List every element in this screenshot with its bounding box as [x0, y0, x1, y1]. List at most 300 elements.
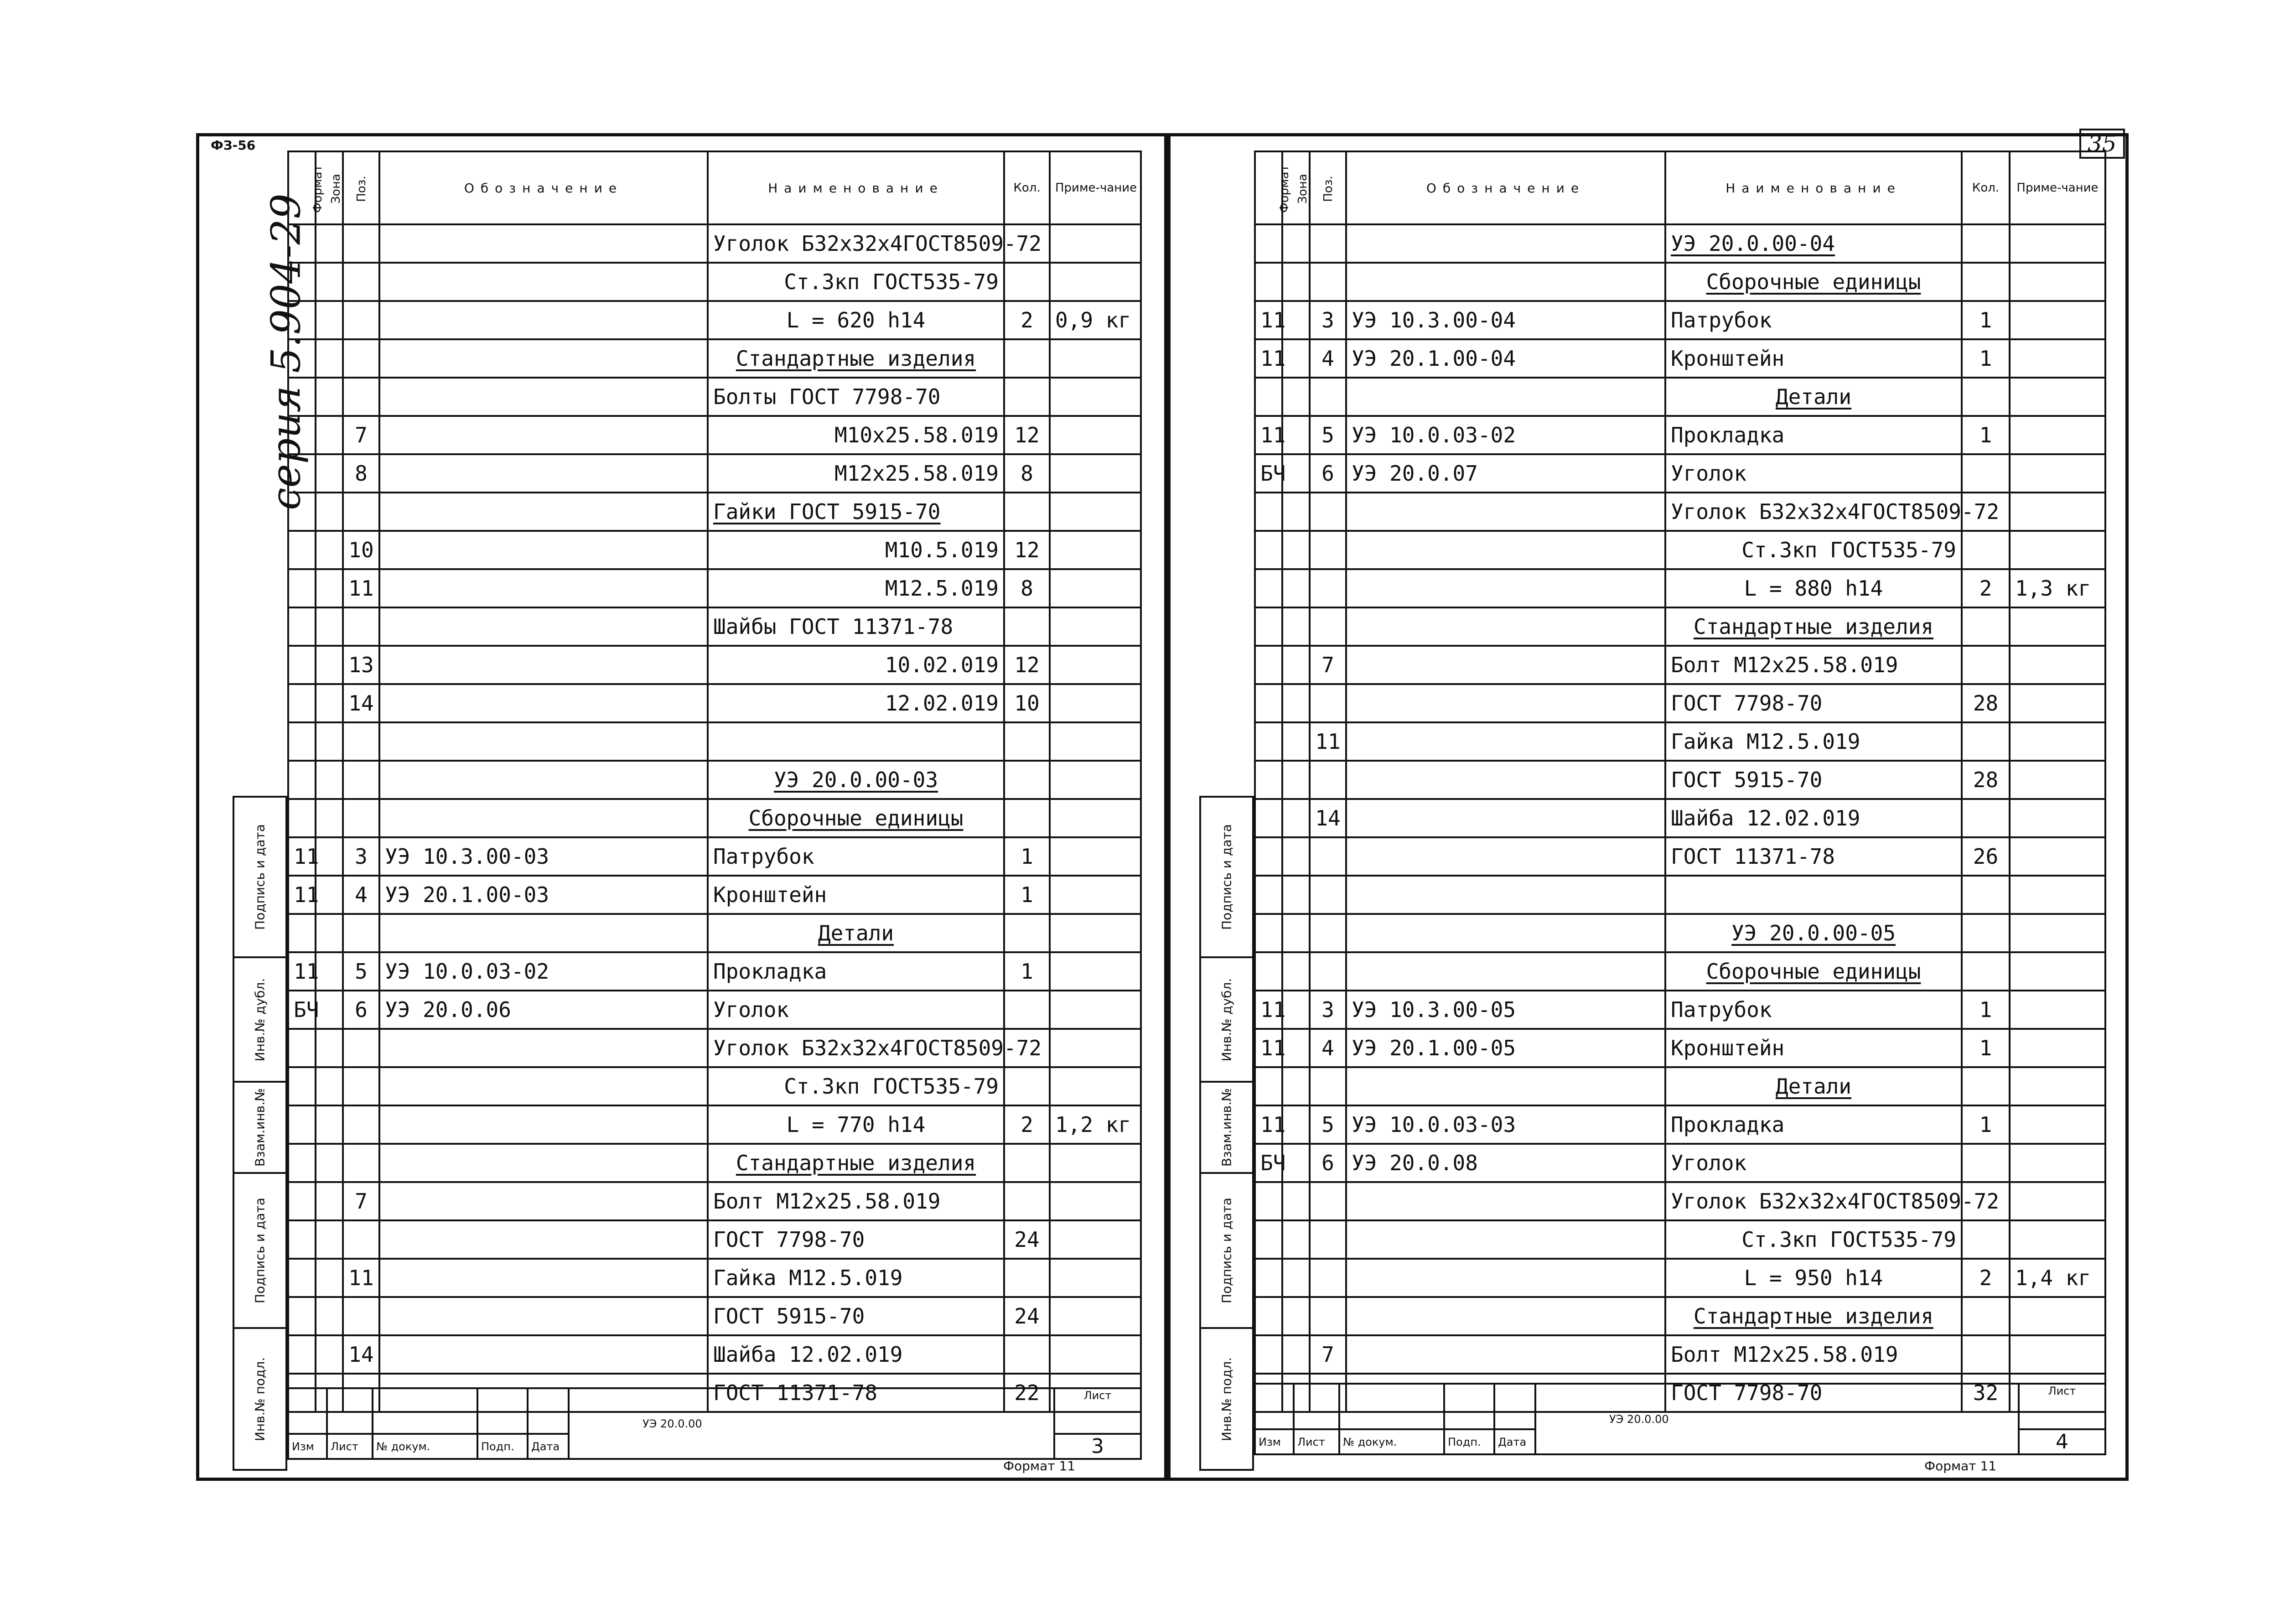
pos-cell	[343, 1144, 379, 1182]
zone-cell	[316, 531, 343, 569]
table-row	[288, 914, 1141, 952]
zone-cell	[1282, 1144, 1310, 1182]
zone-cell	[316, 1297, 343, 1335]
format-cell: 11	[1255, 416, 1282, 454]
pos-cell	[343, 761, 379, 799]
name-cell: L = 950 h14	[1665, 1259, 1962, 1297]
format-cell	[288, 1220, 316, 1259]
format-cell	[1255, 876, 1282, 914]
designation-cell	[379, 607, 708, 646]
zone-cell	[316, 876, 343, 914]
table-row	[288, 1144, 1141, 1182]
note-cell	[2010, 416, 2105, 454]
format-cell: 11	[1255, 339, 1282, 378]
note-cell	[1050, 607, 1141, 646]
note-cell	[1050, 952, 1141, 991]
zone-cell	[316, 684, 343, 722]
name-cell: Болт М12х25.58.019	[1665, 1335, 1962, 1374]
name-cell: Шайба 12.02.019	[708, 1335, 1004, 1374]
zone-cell	[1282, 569, 1310, 607]
table-row	[288, 1182, 1141, 1220]
table-row	[1255, 1067, 2105, 1105]
pos-cell	[1310, 224, 1346, 263]
zone-cell	[316, 454, 343, 493]
zone-cell	[316, 991, 343, 1029]
doc-code: УЭ 20.0.00	[569, 1388, 1054, 1459]
name-cell: Стандартные изделия	[1665, 1297, 1962, 1335]
table-row	[288, 1067, 1141, 1105]
table-row	[1255, 914, 2105, 952]
pos-cell: 4	[1310, 339, 1346, 378]
format-cell	[288, 607, 316, 646]
pos-cell	[1310, 569, 1346, 607]
note-cell	[1050, 1029, 1141, 1067]
format-label: Формат 11	[1003, 1458, 1076, 1474]
col-pos: Поз.	[1310, 151, 1346, 224]
qty-cell	[1004, 1259, 1050, 1297]
note-cell	[1050, 1182, 1141, 1220]
name-cell: Кронштейн	[1665, 1029, 1962, 1067]
stamp-sign: Подп.	[1444, 1429, 1494, 1454]
pos-cell	[1310, 761, 1346, 799]
note-cell	[1050, 454, 1141, 493]
designation-cell	[379, 263, 708, 301]
name-cell: Гайка М12.5.019	[708, 1259, 1004, 1297]
qty-cell	[1004, 607, 1050, 646]
zone-cell	[316, 378, 343, 416]
pos-cell	[1310, 1182, 1346, 1220]
name-cell: ГОСТ 5915-70	[1665, 761, 1962, 799]
qty-cell	[1962, 224, 2010, 263]
qty-cell	[1004, 378, 1050, 416]
qty-cell: 2	[1004, 1105, 1050, 1144]
format-cell	[1255, 493, 1282, 531]
format-cell	[1255, 607, 1282, 646]
format-cell	[288, 799, 316, 837]
zone-cell	[316, 607, 343, 646]
designation-cell	[379, 1297, 708, 1335]
stamp-change: Изм	[288, 1434, 327, 1459]
table-row	[1255, 454, 2105, 493]
pos-cell	[1310, 837, 1346, 876]
pos-cell	[343, 799, 379, 837]
note-cell	[1050, 761, 1141, 799]
table-row	[1255, 1029, 2105, 1067]
table-row	[288, 1220, 1141, 1259]
form-code: ФЗ-56	[211, 138, 256, 153]
col-format: Формат	[288, 151, 316, 224]
name-cell: Сборочные единицы	[1665, 952, 1962, 991]
pos-cell: 11	[1310, 722, 1346, 761]
stamp-date: Дата	[528, 1434, 569, 1459]
table-row	[1255, 1105, 2105, 1144]
designation-cell	[1346, 1182, 1665, 1220]
table-row	[1255, 722, 2105, 761]
col-zone: Зона	[316, 151, 343, 224]
qty-cell	[1004, 493, 1050, 531]
pos-cell: 7	[1310, 1335, 1346, 1374]
table-row	[1255, 761, 2105, 799]
sheet-number: 4	[2019, 1429, 2105, 1454]
qty-cell: 22	[1004, 1374, 1050, 1412]
format-cell: 11	[1255, 301, 1282, 339]
qty-cell: 2	[1004, 301, 1050, 339]
pos-cell: 7	[1310, 646, 1346, 684]
table-row	[1255, 263, 2105, 301]
zone-cell	[316, 914, 343, 952]
qty-cell	[1004, 1182, 1050, 1220]
qty-cell: 1	[1962, 339, 2010, 378]
qty-cell: 2	[1962, 569, 2010, 607]
note-cell	[1050, 263, 1141, 301]
table-row	[288, 301, 1141, 339]
zone-cell	[1282, 684, 1310, 722]
format-cell	[288, 1182, 316, 1220]
format-cell	[1255, 224, 1282, 263]
stamp-sign: Подп.	[477, 1434, 528, 1459]
note-cell	[1050, 1220, 1141, 1259]
table-row	[288, 799, 1141, 837]
name-cell: ГОСТ 7798-70	[708, 1220, 1004, 1259]
left-spec-table	[287, 150, 1142, 1413]
note-cell	[2010, 1067, 2105, 1105]
pos-cell: 5	[1310, 1105, 1346, 1144]
qty-cell: 12	[1004, 416, 1050, 454]
name-cell: ГОСТ 11371-78	[1665, 837, 1962, 876]
designation-cell	[1346, 1335, 1665, 1374]
note-cell	[1050, 1259, 1141, 1297]
name-cell: Стандартные изделия	[708, 1144, 1004, 1182]
designation-cell: УЭ 20.0.08	[1346, 1144, 1665, 1182]
zone-cell	[1282, 493, 1310, 531]
qty-cell	[1962, 1220, 2010, 1259]
designation-cell	[379, 684, 708, 722]
name-cell: М10х25.58.019	[708, 416, 1004, 454]
qty-cell	[1004, 991, 1050, 1029]
note-cell	[2010, 301, 2105, 339]
designation-cell	[379, 1105, 708, 1144]
name-cell	[708, 722, 1004, 761]
qty-cell	[1004, 1335, 1050, 1374]
zone-cell	[1282, 952, 1310, 991]
format-cell	[1255, 1335, 1282, 1374]
note-cell	[2010, 607, 2105, 646]
table-row	[288, 646, 1141, 684]
name-cell: М10.5.019	[708, 531, 1004, 569]
zone-cell	[1282, 799, 1310, 837]
zone-cell	[316, 1259, 343, 1297]
designation-cell	[379, 1335, 708, 1374]
table-row	[288, 454, 1141, 493]
table-row	[288, 722, 1141, 761]
name-cell	[1665, 876, 1962, 914]
qty-cell	[1962, 1335, 2010, 1374]
zone-cell	[1282, 761, 1310, 799]
name-cell: Детали	[1665, 378, 1962, 416]
note-cell	[2010, 493, 2105, 531]
note-cell	[1050, 799, 1141, 837]
table-row	[1255, 646, 2105, 684]
format-cell	[288, 378, 316, 416]
qty-cell	[1004, 761, 1050, 799]
pos-cell: 3	[1310, 301, 1346, 339]
pos-cell	[343, 1067, 379, 1105]
name-cell: L = 880 h14	[1665, 569, 1962, 607]
designation-cell	[1346, 952, 1665, 991]
name-cell: Прокладка	[1665, 1105, 1962, 1144]
qty-cell: 8	[1004, 454, 1050, 493]
note-cell	[2010, 837, 2105, 876]
pos-cell: 8	[343, 454, 379, 493]
qty-cell	[1962, 531, 2010, 569]
pos-cell	[343, 263, 379, 301]
table-row	[288, 952, 1141, 991]
format-cell	[288, 761, 316, 799]
format-cell: 11	[1255, 991, 1282, 1029]
designation-cell: УЭ 20.1.00-03	[379, 876, 708, 914]
zone-cell	[1282, 531, 1310, 569]
qty-cell	[1004, 1144, 1050, 1182]
note-cell	[1050, 722, 1141, 761]
pos-cell	[343, 1105, 379, 1144]
pos-cell	[1310, 607, 1346, 646]
note-cell: 1,2 кг	[1050, 1105, 1141, 1144]
pos-cell	[343, 1297, 379, 1335]
qty-cell	[1962, 378, 2010, 416]
name-cell: Сборочные единицы	[1665, 263, 1962, 301]
zone-cell	[316, 1105, 343, 1144]
format-cell	[1255, 1182, 1282, 1220]
designation-cell: УЭ 10.0.03-02	[379, 952, 708, 991]
qty-cell	[1962, 454, 2010, 493]
name-cell: Уголок	[708, 991, 1004, 1029]
pos-cell	[343, 914, 379, 952]
designation-cell	[379, 454, 708, 493]
qty-cell	[1004, 914, 1050, 952]
pos-cell	[343, 1029, 379, 1067]
col-zone: Зона	[1282, 151, 1310, 224]
designation-cell	[379, 224, 708, 263]
zone-cell	[1282, 224, 1310, 263]
name-cell: Шайбы ГОСТ 11371-78	[708, 607, 1004, 646]
note-cell	[1050, 493, 1141, 531]
zone-cell	[316, 799, 343, 837]
name-cell: Гайки ГОСТ 5915-70	[708, 493, 1004, 531]
zone-cell	[316, 301, 343, 339]
zone-cell	[1282, 378, 1310, 416]
note-cell	[1050, 378, 1141, 416]
pos-cell: 5	[1310, 416, 1346, 454]
zone-cell	[316, 263, 343, 301]
format-cell	[288, 1067, 316, 1105]
table-row	[1255, 1259, 2105, 1297]
note-cell	[2010, 531, 2105, 569]
format-cell: БЧ	[288, 991, 316, 1029]
side-label: Подпись и дата	[1219, 1198, 1234, 1303]
designation-cell	[379, 1144, 708, 1182]
pos-cell	[1310, 952, 1346, 991]
pos-cell: 7	[343, 1182, 379, 1220]
designation-cell	[1346, 722, 1665, 761]
table-row	[288, 607, 1141, 646]
qty-cell: 24	[1004, 1297, 1050, 1335]
col-designation: Обозначение	[1346, 151, 1665, 224]
note-cell: 0,9 кг	[1050, 301, 1141, 339]
qty-cell: 32	[1962, 1374, 2010, 1412]
zone-cell	[1282, 301, 1310, 339]
zone-cell	[1282, 1029, 1310, 1067]
format-cell	[288, 684, 316, 722]
qty-cell	[1962, 1144, 2010, 1182]
note-cell	[1050, 837, 1141, 876]
note-cell	[1050, 224, 1141, 263]
note-cell	[2010, 952, 2105, 991]
designation-cell: УЭ 10.0.03-03	[1346, 1105, 1665, 1144]
zone-cell	[316, 416, 343, 454]
note-cell	[2010, 224, 2105, 263]
format-cell	[1255, 1259, 1282, 1297]
side-label: Инв.№ дубл.	[252, 978, 268, 1061]
format-cell	[1255, 914, 1282, 952]
name-cell: Болты ГОСТ 7798-70	[708, 378, 1004, 416]
zone-cell	[316, 837, 343, 876]
right-side-stamp	[1199, 796, 1254, 1471]
table-row	[288, 837, 1141, 876]
qty-cell: 1	[1962, 1029, 2010, 1067]
pos-cell: 11	[343, 1259, 379, 1297]
stamp-doc-no: № докум.	[1339, 1429, 1444, 1454]
name-cell: Детали	[1665, 1067, 1962, 1105]
note-cell	[2010, 378, 2105, 416]
pos-cell	[1310, 1220, 1346, 1259]
designation-cell	[1346, 837, 1665, 876]
name-cell: 12.02.019	[708, 684, 1004, 722]
format-cell	[1255, 1067, 1282, 1105]
note-cell	[1050, 569, 1141, 607]
format-cell	[1255, 761, 1282, 799]
format-cell	[288, 1297, 316, 1335]
qty-cell: 1	[1962, 416, 2010, 454]
designation-cell	[1346, 493, 1665, 531]
zone-cell	[316, 1144, 343, 1182]
zone-cell	[1282, 1067, 1310, 1105]
table-row	[1255, 1297, 2105, 1335]
qty-cell	[1004, 263, 1050, 301]
note-cell	[2010, 646, 2105, 684]
name-cell: УЭ 20.0.00-03	[708, 761, 1004, 799]
format-cell: 11	[288, 837, 316, 876]
designation-cell: УЭ 10.3.00-04	[1346, 301, 1665, 339]
stamp-doc-no: № докум.	[373, 1434, 477, 1459]
zone-cell	[316, 1067, 343, 1105]
format-cell	[288, 263, 316, 301]
qty-cell: 8	[1004, 569, 1050, 607]
format-cell	[288, 1259, 316, 1297]
name-cell: Кронштейн	[1665, 339, 1962, 378]
zone-cell	[1282, 722, 1310, 761]
name-cell: Патрубок	[708, 837, 1004, 876]
name-cell: Прокладка	[708, 952, 1004, 991]
qty-cell	[1004, 1067, 1050, 1105]
qty-cell: 2	[1962, 1259, 2010, 1297]
zone-cell	[1282, 1297, 1310, 1335]
pos-cell	[1310, 684, 1346, 722]
format-cell	[1255, 722, 1282, 761]
designation-cell: УЭ 20.0.06	[379, 991, 708, 1029]
designation-cell	[1346, 224, 1665, 263]
name-cell: М12.5.019	[708, 569, 1004, 607]
designation-cell	[379, 416, 708, 454]
pos-cell	[1310, 531, 1346, 569]
format-cell	[1255, 378, 1282, 416]
table-row	[288, 416, 1141, 454]
designation-cell	[379, 1182, 708, 1220]
zone-cell	[1282, 1220, 1310, 1259]
designation-cell	[1346, 684, 1665, 722]
pos-cell: 13	[343, 646, 379, 684]
col-qty: Кол.	[1004, 151, 1050, 224]
qty-cell	[1962, 722, 2010, 761]
zone-cell	[1282, 914, 1310, 952]
note-cell	[1050, 1144, 1141, 1182]
col-qty: Кол.	[1962, 151, 2010, 224]
name-cell: Уголок	[1665, 1144, 1962, 1182]
zone-cell	[1282, 1182, 1310, 1220]
designation-cell: УЭ 10.3.00-05	[1346, 991, 1665, 1029]
format-cell	[1255, 952, 1282, 991]
designation-cell	[1346, 876, 1665, 914]
name-cell: УЭ 20.0.00-05	[1665, 914, 1962, 952]
table-row	[1255, 569, 2105, 607]
qty-cell: 1	[1004, 876, 1050, 914]
zone-cell	[316, 1220, 343, 1259]
table-row	[288, 876, 1141, 914]
qty-cell	[1962, 952, 2010, 991]
qty-cell: 1	[1004, 837, 1050, 876]
format-cell	[1255, 799, 1282, 837]
zone-cell	[1282, 1335, 1310, 1374]
designation-cell	[1346, 1259, 1665, 1297]
note-cell	[2010, 722, 2105, 761]
zone-cell	[1282, 339, 1310, 378]
table-row	[288, 684, 1141, 722]
note-cell	[2010, 684, 2105, 722]
qty-cell	[1962, 1297, 2010, 1335]
qty-cell: 10	[1004, 684, 1050, 722]
col-pos: Поз.	[343, 151, 379, 224]
qty-cell	[1004, 339, 1050, 378]
stamp-date: Дата	[1494, 1429, 1535, 1454]
name-cell: Гайка М12.5.019	[1665, 722, 1962, 761]
note-cell	[2010, 991, 2105, 1029]
doc-code: УЭ 20.0.00	[1535, 1384, 2019, 1454]
table-row	[1255, 339, 2105, 378]
table-row	[1255, 1220, 2105, 1259]
table-row	[1255, 416, 2105, 454]
note-cell	[1050, 646, 1141, 684]
format-cell	[288, 1029, 316, 1067]
format-cell	[1255, 837, 1282, 876]
table-row	[288, 493, 1141, 531]
pos-cell: 14	[343, 1335, 379, 1374]
qty-cell: 26	[1962, 837, 2010, 876]
col-note: Приме-чание	[2010, 151, 2105, 224]
zone-cell	[316, 1029, 343, 1067]
name-cell: Стандартные изделия	[1665, 607, 1962, 646]
note-cell	[2010, 761, 2105, 799]
name-cell: Болт М12х25.58.019	[1665, 646, 1962, 684]
qty-cell	[1962, 914, 2010, 952]
